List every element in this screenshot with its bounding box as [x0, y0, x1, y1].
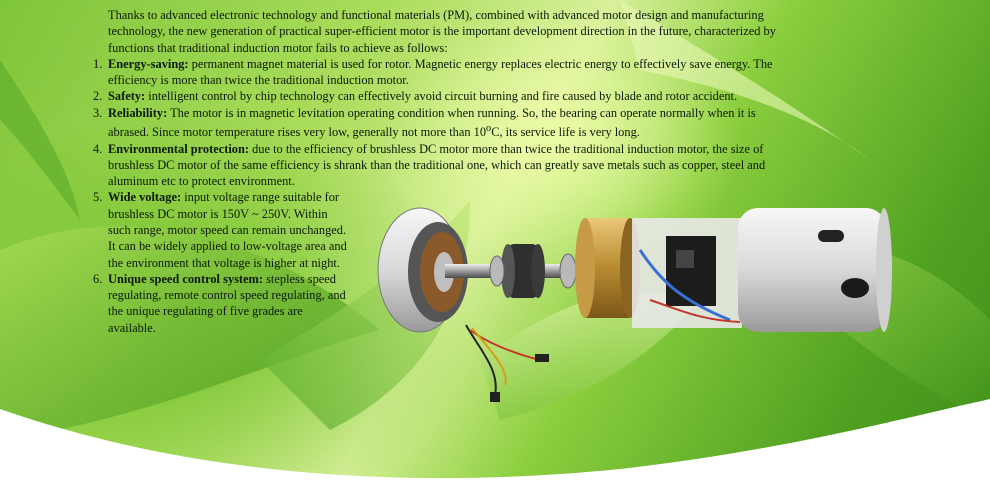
feature-number: 6.: [93, 271, 103, 286]
feature-item-environmental: [86, 141, 786, 190]
feature-number: 5.: [93, 190, 103, 205]
feature-item-wide-voltage: [86, 189, 348, 270]
feature-text: stepless speed regulating, remote control speed regulating, and the unique regulating of five grades are available.: [108, 271, 346, 335]
feature-text: due to the efficiency of brushless DC motor more than twice the traditional induction motor, the size of brushless DC motor of the same efficiency is shrank than the traditional one, which can greatly save metals such as copper, steel and aluminum etc to protect environment.: [108, 141, 766, 189]
feature-text-end: C, its service life is very long.: [491, 125, 640, 140]
feature-number: 3.: [93, 105, 103, 120]
feature-number: 1.: [93, 56, 103, 71]
feature-title: Wide voltage:: [108, 190, 182, 205]
feature-title: Reliability:: [108, 105, 168, 120]
content-text: [86, 7, 786, 336]
degree-symbol: o: [486, 123, 492, 135]
feature-title: Environmental protection:: [108, 141, 249, 156]
feature-text: input voltage range suitable for brushless DC motor is 150V ~ 250V. Within such range, motor speed can remain unchanged. It can be widely applied to low-voltage area and the environment that voltage is higher at night.: [108, 190, 347, 270]
white-wave-footer: [0, 389, 990, 499]
feature-number: 4.: [93, 141, 103, 156]
feature-text: permanent magnet material is used for rotor. Magnetic energy replaces electric energy to effectively save energy. The efficiency is more than twice the traditional induction motor.: [108, 56, 773, 88]
feature-title: Unique speed control system:: [108, 271, 263, 286]
feature-text: intelligent control by chip technology can effectively avoid circuit burning and fire caused by blade and rotor accident.: [148, 89, 738, 104]
feature-title: Safety:: [108, 89, 146, 104]
feature-number: 2.: [93, 89, 103, 104]
feature-item-speed-control: [86, 271, 348, 336]
feature-item-energy-saving: [86, 56, 786, 89]
feature-text: The motor is in magnetic levitation operating condition when running. So, the bearing can operate normally when it is abrased. Since motor temperature rises very low, generally not more than 10: [108, 105, 756, 140]
feature-title: Energy-saving:: [108, 56, 189, 71]
feature-item-reliability: [86, 105, 786, 141]
feature-item-safety: [86, 88, 786, 104]
intro-paragraph: Thanks to advanced electronic technology and functional materials (PM), combined with advanced motor design and manufacturing technology, the new generation of practical super-efficient motor is the important development direction in the future, characterized by functions that traditional induction motor fails to achieve as follows:: [108, 8, 776, 55]
